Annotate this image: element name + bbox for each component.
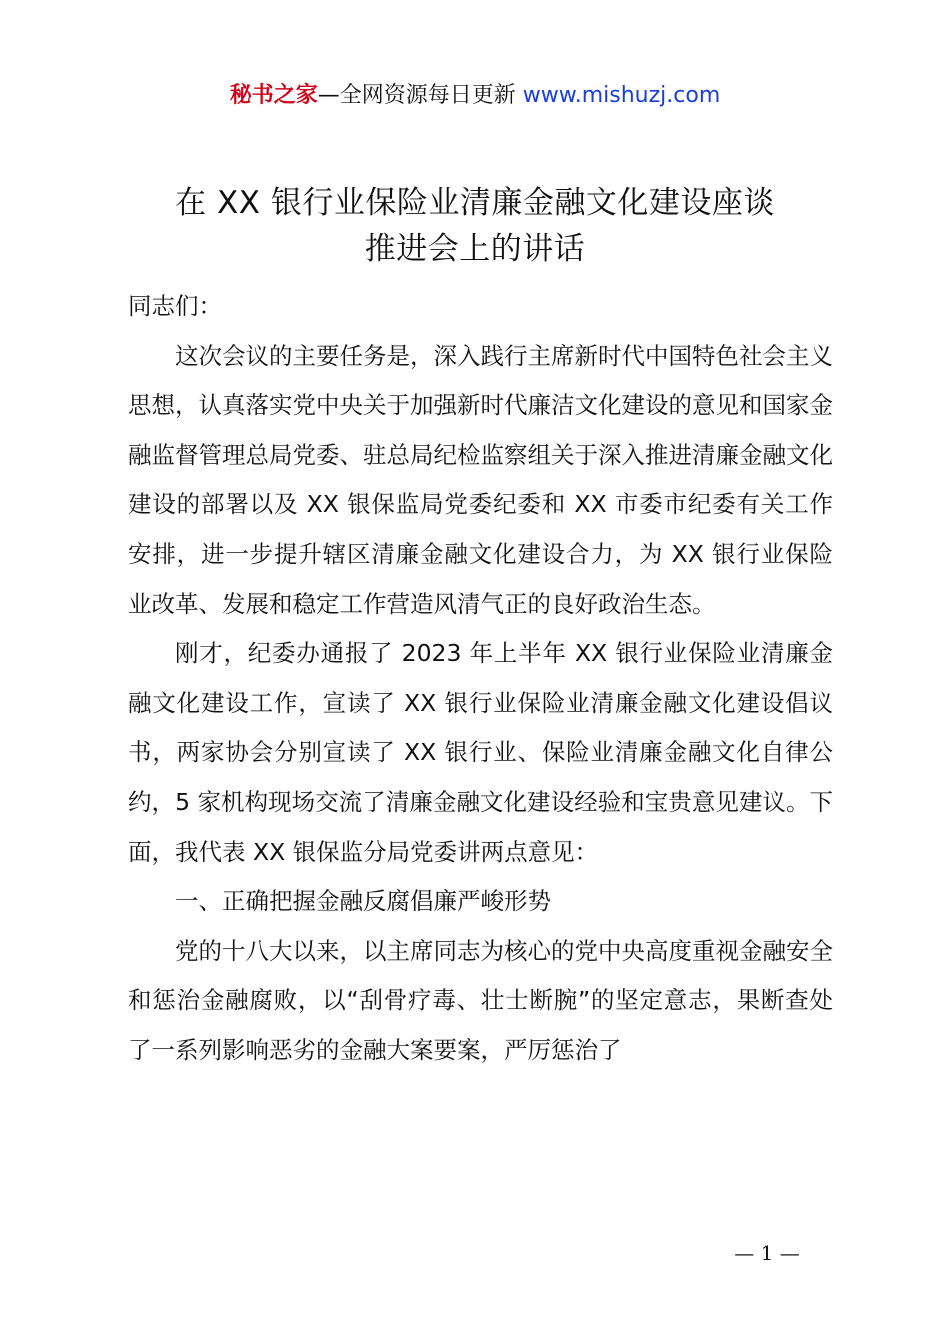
header-tagline: —全网资源每日更新 <box>317 83 523 108</box>
header-banner <box>0 80 950 112</box>
document-title <box>100 180 850 272</box>
document-body <box>128 282 833 1076</box>
page-number: — 1 — <box>734 1241 800 1265</box>
title-line-2: 推进会上的讲话 <box>364 231 586 267</box>
salutation: 同志们： <box>128 292 222 320</box>
paragraph-2: 刚才，纪委办通报了 2023 年上半年 XX 银行业保险业清廉金融文化建设工作，宣读了 XX 银行业保险业清廉金融文化建设倡议书，两家协会分别宣读了 XX 银行业、保险业清廉金融文化自律公约，5 家机构现场交流了清廉金融文化建设经验和宝贵意见建议。下面，我代表 XX 银保监分局党委讲两点意见： <box>128 639 833 866</box>
title-line-1: 在 XX 银行业保险业清廉金融文化建设座谈 <box>175 185 775 221</box>
site-url-link[interactable]: www.mishuzj.com <box>522 83 721 108</box>
section-heading-1: 一、正确把握金融反腐倡廉严峻形势 <box>175 887 551 916</box>
brand-name: 秘书之家 <box>229 83 318 108</box>
paragraph-1: 这次会议的主要任务是，深入践行主席新时代中国特色社会主义思想，认真落实党中央关于加强新时代廉洁文化建设的意见和国家金融监督管理总局党委、驻总局纪检监察组关于深入推进清廉金融文化建设的部署以及 XX 银保监局党委纪委和 XX 市委市纪委有关工作安排，进一步提升辖区清廉金融文化建设合力，为 XX 银行业保险业改革、发展和稳定工作营造风清气正的良好政治生态。 <box>128 341 833 618</box>
section-1-paragraph: 党的十八大以来，以主席同志为核心的党中央高度重视金融安全和惩治金融腐败，以“刮骨疗毒、壮士断腕”的坚定意志，果断查处了一系列影响恶劣的金融大案要案，严厉惩治了 <box>128 936 833 1064</box>
